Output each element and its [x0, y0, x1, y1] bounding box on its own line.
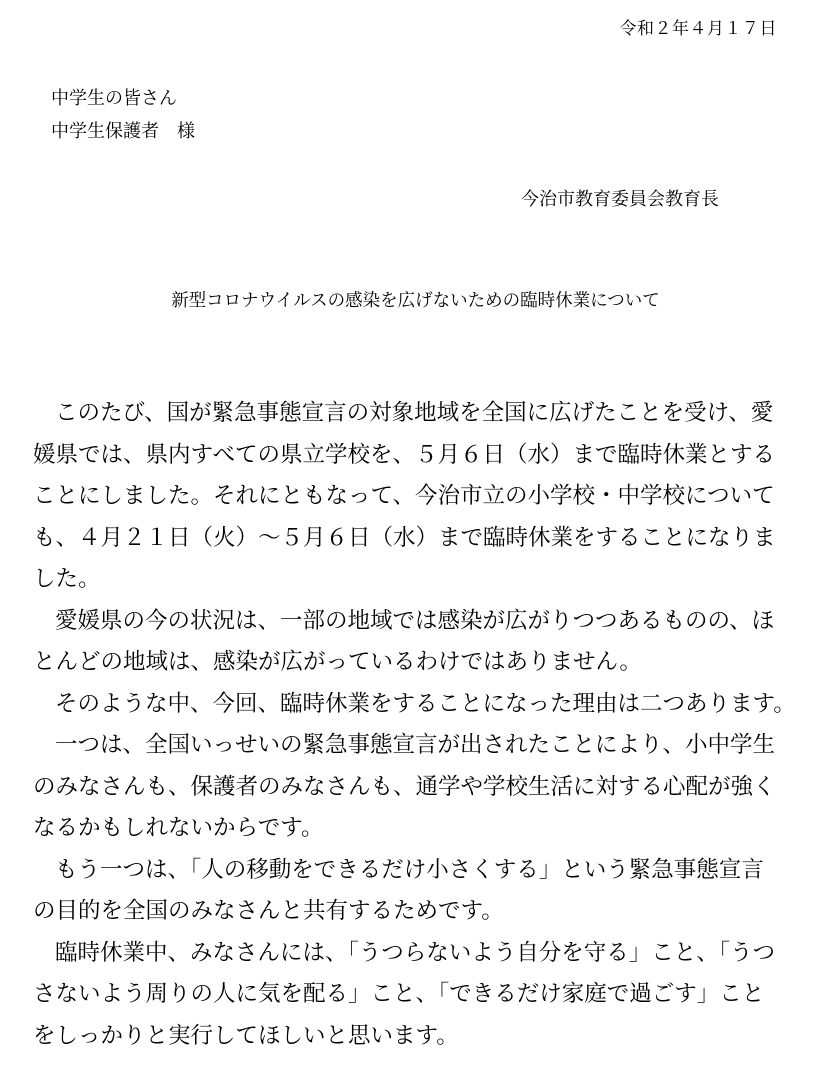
body-line: このたび、国が緊急事態宣言の対象地域を全国に広げたことを受け、愛: [55, 400, 774, 426]
body-line: 愛媛県の今の状況は、一部の地域では感染が広がりつつあるものの、ほ: [55, 607, 775, 634]
addressee-guardians: 中学生保護者 様: [51, 121, 195, 142]
body-line: 媛県では、県内すべての県立学校を、５月６日（水）まで臨時休業とする: [33, 441, 776, 468]
body-line: 一つは、全国いっせいの緊急事態宣言が出されたことにより、小中学生: [55, 732, 776, 758]
body-line: もう一つは、「人の移動をできるだけ小さくする」という緊急事態宣言: [55, 856, 764, 883]
body-line: も、４月２１日（火）～５月６日（水）まで臨時休業をすることになりま: [33, 524, 776, 551]
document-title: 新型コロナウイルスの感染を広げないための臨時休業について: [171, 291, 660, 311]
sender: 今治市教育委員会教育長: [521, 189, 719, 210]
body-line: した。: [33, 566, 101, 592]
body-line: そのような中、今回、臨時休業をすることになった理由は二つあります。: [55, 690, 796, 717]
body-line: 臨時休業中、みなさんには、「うつらないよう自分を守る」こと、「うつ: [55, 939, 776, 966]
body-line: の目的を全国のみなさんと共有するためです。: [33, 898, 504, 924]
addressee-students: 中学生の皆さん: [51, 88, 177, 109]
body-text: [33, 393, 823, 1057]
body-line: のみなさんも、保護者のみなさんも、通学や学校生活に対する心配が強く: [33, 773, 776, 800]
body-line: さないよう周りの人に気を配る」こと、「できるだけ家庭で過ごす」こと: [33, 981, 765, 1007]
body-line: ことにしました。それにともなって、今治市立の小学校・中学校について: [33, 483, 775, 509]
body-line: をしっかりと実行してほしいと思います。: [33, 1022, 459, 1049]
body-line: なるかもしれないからです。: [33, 815, 324, 841]
document-date: 令和２年４月１７日: [619, 19, 777, 39]
body-line: とんどの地域は、感染が広がっているわけではありません。: [33, 649, 642, 675]
